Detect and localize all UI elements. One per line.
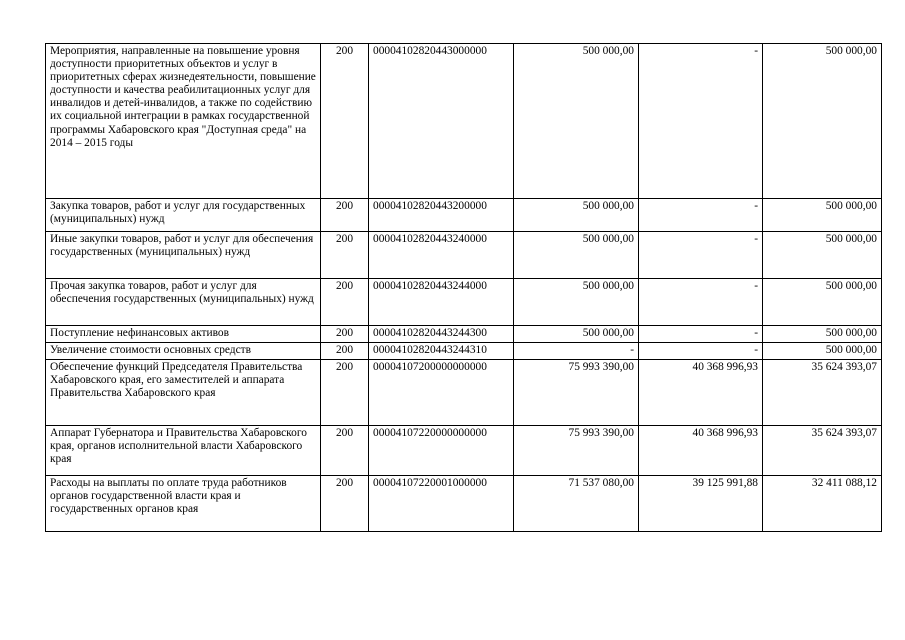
table-row bbox=[46, 199, 882, 232]
row-executed-cell: - bbox=[639, 343, 763, 360]
table-row bbox=[46, 426, 882, 476]
row-executed-cell: - bbox=[639, 326, 763, 343]
row-remaining-cell: 35 624 393,07 bbox=[763, 426, 882, 476]
row-approved-cell: 500 000,00 bbox=[514, 199, 639, 232]
row-kbk-cell: 00004102820443000000 bbox=[369, 44, 514, 199]
row-name-cell: Закупка товаров, работ и услуг для государственных (муниципальных) нужд bbox=[46, 199, 321, 232]
row-remaining-cell: 500 000,00 bbox=[763, 343, 882, 360]
row-executed-cell: 39 125 991,88 bbox=[639, 476, 763, 532]
row-kbk-cell: 00004102820443244310 bbox=[369, 343, 514, 360]
row-executed-cell: - bbox=[639, 44, 763, 199]
row-remaining-cell: 500 000,00 bbox=[763, 199, 882, 232]
row-approved-cell: 500 000,00 bbox=[514, 279, 639, 326]
row-remaining-cell: 500 000,00 bbox=[763, 279, 882, 326]
row-name-cell: Обеспечение функций Председателя Правительства Хабаровского края, его заместителей и аппарата Правительства Хабаровского края bbox=[46, 360, 321, 426]
row-kbk-cell: 00004102820443244300 bbox=[369, 326, 514, 343]
row-approved-cell: 75 993 390,00 bbox=[514, 360, 639, 426]
row-name-cell: Прочая закупка товаров, работ и услуг для обеспечения государственных (муниципальных) нужд bbox=[46, 279, 321, 326]
table-row bbox=[46, 343, 882, 360]
row-name-cell: Мероприятия, направленные на повышение уровня доступности приоритетных объектов и услуг в приоритетных сферах жизнедеятельности, повышение доступности и качества реабилитационных услуг для инвалидов и детей-инвалидов, а также по содействию их социальной интеграции в рамках государственной программы Хабаровского края "Доступная среда" на 2014 – 2015 годы bbox=[46, 44, 321, 199]
row-name-cell: Иные закупки товаров, работ и услуг для обеспечения государственных (муниципальных) нужд bbox=[46, 232, 321, 279]
table-row bbox=[46, 360, 882, 426]
table-row bbox=[46, 232, 882, 279]
row-executed-cell: 40 368 996,93 bbox=[639, 360, 763, 426]
row-kbk-cell: 00004107200000000000 bbox=[369, 360, 514, 426]
row-executed-cell: - bbox=[639, 279, 763, 326]
row-kbk-cell: 00004102820443200000 bbox=[369, 199, 514, 232]
row-kbk-cell: 00004107220001000000 bbox=[369, 476, 514, 532]
row-name-cell: Увеличение стоимости основных средств bbox=[46, 343, 321, 360]
row-code-cell: 200 bbox=[321, 279, 369, 326]
row-code-cell: 200 bbox=[321, 343, 369, 360]
row-kbk-cell: 00004102820443244000 bbox=[369, 279, 514, 326]
table-row bbox=[46, 44, 882, 199]
row-code-cell: 200 bbox=[321, 232, 369, 279]
budget-execution-table bbox=[45, 43, 882, 532]
row-executed-cell: - bbox=[639, 232, 763, 279]
row-remaining-cell: 500 000,00 bbox=[763, 44, 882, 199]
row-remaining-cell: 32 411 088,12 bbox=[763, 476, 882, 532]
row-remaining-cell: 500 000,00 bbox=[763, 326, 882, 343]
row-code-cell: 200 bbox=[321, 44, 369, 199]
row-executed-cell: - bbox=[639, 199, 763, 232]
row-code-cell: 200 bbox=[321, 199, 369, 232]
row-approved-cell: - bbox=[514, 343, 639, 360]
row-kbk-cell: 00004107220000000000 bbox=[369, 426, 514, 476]
row-executed-cell: 40 368 996,93 bbox=[639, 426, 763, 476]
row-code-cell: 200 bbox=[321, 360, 369, 426]
row-approved-cell: 500 000,00 bbox=[514, 326, 639, 343]
table-row bbox=[46, 326, 882, 343]
row-remaining-cell: 500 000,00 bbox=[763, 232, 882, 279]
table-row bbox=[46, 476, 882, 532]
row-name-cell: Расходы на выплаты по оплате труда работников органов государственной власти края и государственных органов края bbox=[46, 476, 321, 532]
row-approved-cell: 75 993 390,00 bbox=[514, 426, 639, 476]
document-page bbox=[45, 43, 881, 532]
row-approved-cell: 500 000,00 bbox=[514, 232, 639, 279]
row-code-cell: 200 bbox=[321, 326, 369, 343]
row-name-cell: Поступление нефинансовых активов bbox=[46, 326, 321, 343]
row-kbk-cell: 00004102820443240000 bbox=[369, 232, 514, 279]
row-code-cell: 200 bbox=[321, 476, 369, 532]
row-code-cell: 200 bbox=[321, 426, 369, 476]
row-remaining-cell: 35 624 393,07 bbox=[763, 360, 882, 426]
table-row bbox=[46, 279, 882, 326]
row-approved-cell: 71 537 080,00 bbox=[514, 476, 639, 532]
row-name-cell: Аппарат Губернатора и Правительства Хабаровского края, органов исполнительной власти Хабаровского края bbox=[46, 426, 321, 476]
row-approved-cell: 500 000,00 bbox=[514, 44, 639, 199]
